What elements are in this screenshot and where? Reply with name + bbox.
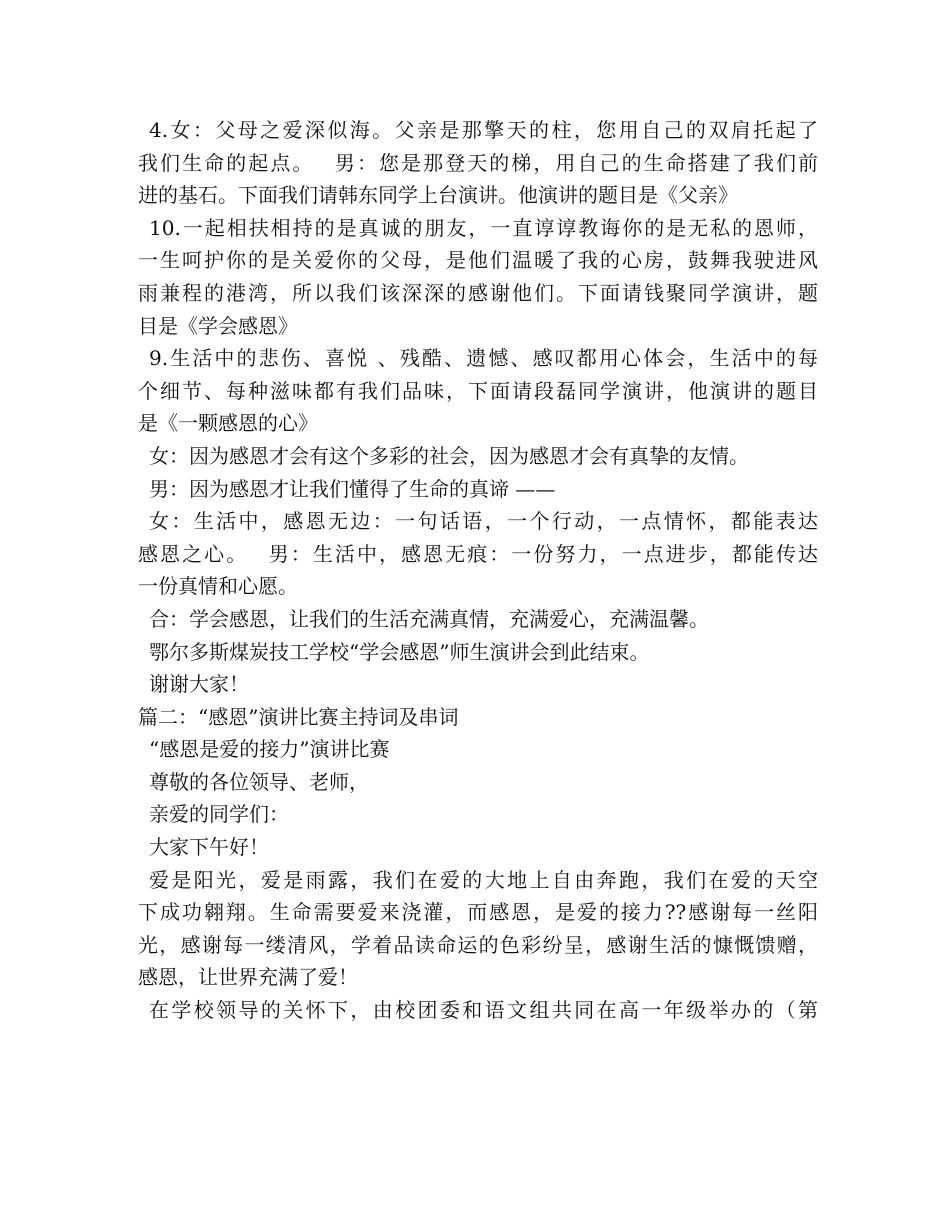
text-line: 女：生活中，感恩无边：一句话语，一个行动，一点情怀，都能表达 [149, 509, 818, 534]
text-line: 合：学会感恩，让我们的生活充满真情，充满爱心，充满温馨。 [149, 606, 709, 631]
text-line: 在学校领导的关怀下，由校团委和语文组共同在高一年级举办的（第 [149, 998, 818, 1023]
text-line: 4.女：父母之爱深似海。父亲是那擎天的柱，您用自己的双肩托起了 [149, 118, 818, 142]
text-line: “感恩是爱的接力”演讲比赛 [149, 737, 390, 762]
text-line: 谢谢大家！ [149, 672, 249, 697]
document-page [138, 114, 818, 1027]
text-line: 女：因为感恩才会有这个多彩的社会，因为感恩才会有真挚的友情。 [149, 443, 749, 468]
text-line: 一生呵护你的是关爱你的父母，是他们温暖了我的心房，鼓舞我驶进风 [138, 248, 818, 273]
text-line: 男：因为感恩才让我们懂得了生命的真谛 —— [149, 476, 556, 501]
text-line: 目是《学会感恩》 [138, 313, 298, 338]
text-line: 光，感谢每一缕清风，学着品读命运的色彩纷呈，感谢生活的慷慨馈赠， [138, 932, 818, 957]
text-line: 9.生活中的悲伤、喜悦 、残酷、遗憾、感叹都用心体会，生活中的每 [149, 346, 818, 371]
text-line: 亲爱的同学们： [149, 802, 289, 827]
text-line: 下成功翱翔。生命需要爱来浇灌，而感恩，是爱的接力??感谢每一丝阳 [138, 900, 818, 925]
text-line: 爱是阳光，爱是雨露，我们在爱的大地上自由奔跑，我们在爱的天空 [149, 867, 818, 892]
text-line: 篇二：“感恩”演讲比赛主持词及串词 [138, 704, 459, 729]
text-line: 进的基石。下面我们请韩东同学上台演讲。他演讲的题目是《父亲》 [138, 183, 738, 208]
text-line: 我们生命的起点。 男：您是那登天的梯，用自己的生命搭建了我们前 [138, 150, 818, 175]
text-line: 大家下午好！ [149, 835, 269, 860]
text-line: 尊敬的各位领导、老师， [149, 769, 369, 794]
text-line: 是《一颗感恩的心》 [138, 411, 318, 436]
text-line: 一份真情和心愿。 [138, 574, 298, 599]
text-line: 鄂尔多斯煤炭技工学校“学会感恩”师生演讲会到此结束。 [149, 639, 650, 664]
text-line: 10.一起相扶相持的是真诚的朋友，一直谆谆教诲你的是无私的恩师， [149, 215, 818, 240]
text-line: 感恩，让世界充满了爱！ [138, 965, 358, 990]
text-line: 雨兼程的港湾，所以我们该深深的感谢他们。下面请钱聚同学演讲，题 [138, 280, 818, 305]
text-line: 个细节、每种滋味都有我们品味，下面请段磊同学演讲，他演讲的题目 [138, 378, 818, 403]
text-line: 感恩之心。 男：生活中，感恩无痕：一份努力，一点进步，都能传达 [138, 541, 818, 566]
